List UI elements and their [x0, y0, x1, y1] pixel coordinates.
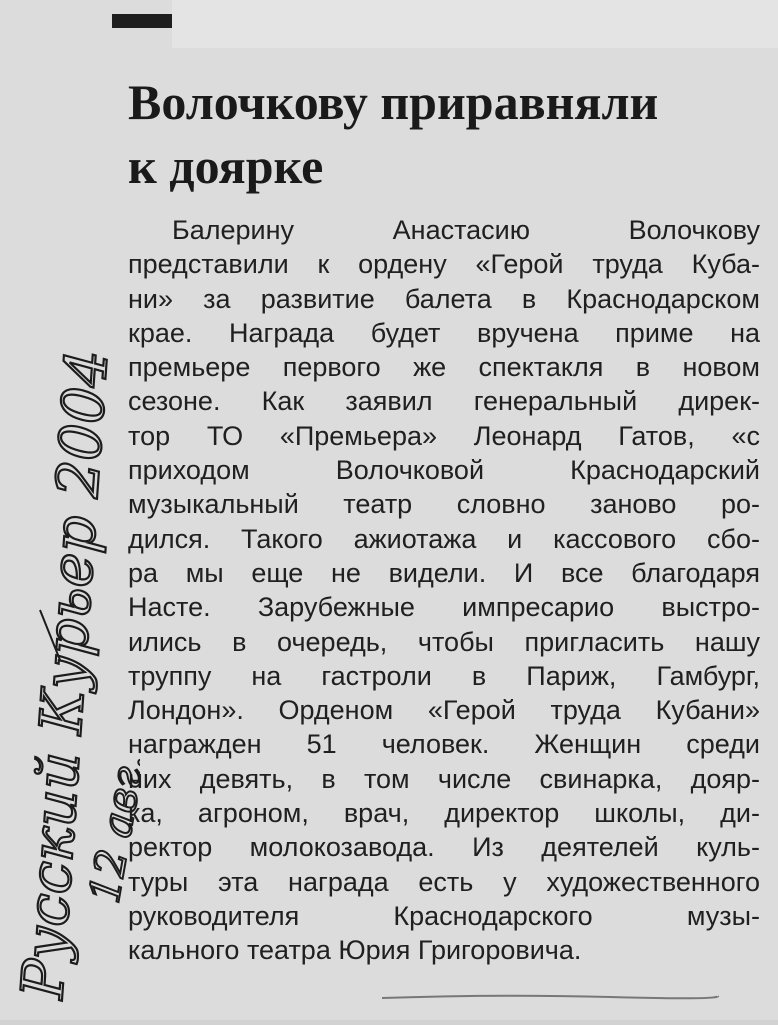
- body-line: ни» за развитие балета в Краснодарском: [128, 283, 760, 314]
- body-line: ректор молокозавода. Из деятелей куль-: [128, 832, 760, 863]
- handwritten-source-note: Русский Курьер 2004: [8, 347, 122, 1001]
- body-line: ра мы еще не видели. И все благодаря: [128, 557, 760, 588]
- body-line: тор ТО «Премьера» Леонард Гатов, «с: [128, 420, 760, 451]
- paper-top-edge: [172, 0, 778, 48]
- handwritten-annotation: [0, 0, 140, 1020]
- body-line: кального театра Юрия Григоровича.: [128, 935, 582, 966]
- body-line: руководителя Краснодарского музы-: [128, 900, 760, 931]
- headline-line-2: к доярке: [128, 138, 324, 194]
- body-line: них девять, в том числе свинарка, дояр-: [128, 763, 760, 794]
- body-line: Насте. Зарубежные импресарио выстро-: [128, 592, 760, 623]
- pencil-underline: [380, 992, 720, 1002]
- body-line: награжден 51 человек. Женщин среди: [128, 729, 760, 760]
- column-rule: [112, 14, 172, 28]
- body-line: музыкальный театр словно заново ро-: [128, 489, 760, 520]
- body-line: приходом Волочковой Краснодарский: [128, 455, 760, 486]
- body-line: дился. Такого ажиотажа и кассового сбо-: [128, 523, 760, 554]
- handwritten-date-note: 12 авг.: [79, 749, 140, 907]
- body-line: труппу на гастроли в Париж, Гамбург,: [128, 660, 760, 691]
- body-line: туры эта награда есть у художественного: [128, 866, 760, 897]
- body-line: крае. Награда будет вручена приме на: [128, 317, 760, 348]
- body-line: сезоне. Как заявил генеральный дирек-: [128, 386, 760, 417]
- headline-line-1: Волочкову приравняли: [128, 74, 659, 130]
- article-body: [128, 213, 760, 968]
- body-line: ились в очередь, чтобы пригласить нашу: [128, 626, 760, 657]
- body-line: Лондон». Орденом «Герой труда Кубани»: [128, 695, 760, 726]
- headline: [128, 70, 768, 198]
- body-line: премьере первого же спектакля в новом: [128, 352, 760, 383]
- body-line: ка, агроном, врач, директор школы, ди-: [128, 798, 760, 829]
- body-line: Балерину Анастасию Волочкову: [172, 215, 760, 245]
- handwritten-dash: [40, 610, 60, 660]
- body-line: представили к ордену «Герой труда Куба-: [128, 249, 760, 280]
